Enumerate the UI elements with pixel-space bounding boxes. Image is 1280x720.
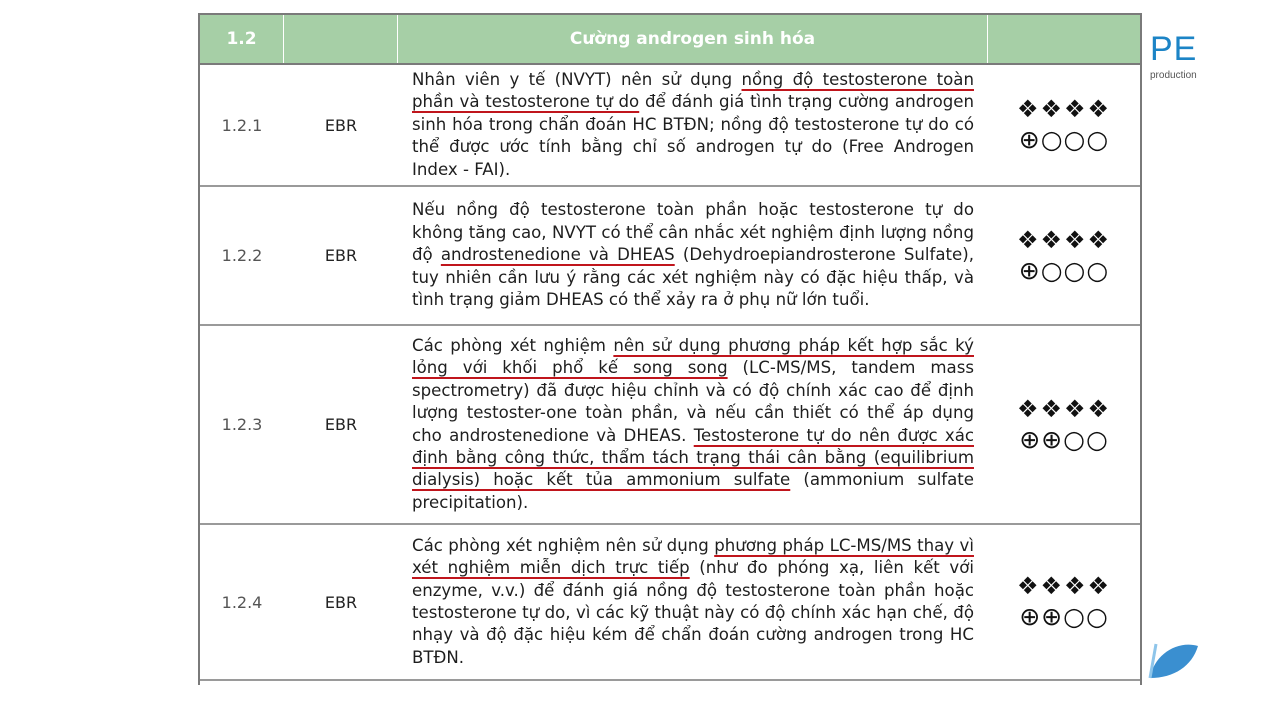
text-segment: Nhân viên y tế (NVYT) nên sử dụng xyxy=(412,69,742,89)
underlined-text-segment: androstenedione và DHEAS xyxy=(440,245,675,265)
certainty-circle-icons: ⊕○○○ xyxy=(1018,125,1110,154)
recommendation-text-cell xyxy=(398,187,988,324)
evidence-rating xyxy=(988,187,1140,324)
guideline-table xyxy=(198,13,1142,685)
table-row xyxy=(200,326,1140,525)
certainty-circle-icons: ⊕⊕○○ xyxy=(1019,424,1109,454)
evidence-rating xyxy=(988,65,1140,185)
text-segment: (như đo phóng xạ, liên kết với enzyme, v.v.) để đánh giá nồng độ testosterone toàn phần hoặc testosterone tự do, vì các kỹ thuật này có độ chính xác hạn chế, độ nhạy và độ đặc hiệu kém để chẩn đoán cường androgen trong HC BTĐN. xyxy=(412,558,974,667)
header-section-title: Cường androgen sinh hóa xyxy=(398,15,988,63)
header-section-number: 1.2 xyxy=(200,15,284,63)
row-type: EBR xyxy=(324,592,358,612)
header-type-cell xyxy=(284,15,398,63)
brand-logo-subtitle: production xyxy=(1150,70,1197,81)
underlined-text-segment: nên sử dụng phương pháp kết hợp sắc ký lỏng với khối phổ kế song song xyxy=(412,335,974,378)
strength-diamond-icons: ❖❖❖❖ xyxy=(1016,572,1112,600)
recommendation-text xyxy=(412,69,974,181)
recommendation-text xyxy=(412,199,974,311)
recommendation-text-cell xyxy=(398,525,988,679)
recommendation-text xyxy=(412,535,974,669)
leaf-logo-icon xyxy=(1148,640,1200,680)
row-id: 1.2.1 xyxy=(221,115,263,135)
row-type: EBR xyxy=(324,415,358,434)
text-segment: (Dehydroepiandrosterone Sulfate), tuy nhiên cần lưu ý rằng các xét nghiệm này có đặc hiệu thấp, và tình trạng giảm DHEAS có thể xảy ra ở phụ nữ lớn tuổi. xyxy=(412,245,974,310)
text-segment: Các phòng xét nghiệm xyxy=(412,335,614,355)
row-type: EBR xyxy=(324,115,358,135)
text-segment: (LC-MS/MS, tandem mass spectrometry) đã được hiệu chỉnh và có độ chính xác cao để định lượng testoster-one toàn phần, và nếu cần thiết có thể áp dụng cho androstenedione và DHEAS. xyxy=(412,358,974,445)
underlined-text-segment: phương pháp LC-MS/MS thay vì xét nghiệm miễn dịch trực tiếp xyxy=(412,535,974,578)
strength-diamond-icons: ❖❖❖❖ xyxy=(1016,225,1112,254)
row-type: EBR xyxy=(324,246,358,265)
underlined-text-segment: nồng độ testosterone toàn phần và testosterone tự do xyxy=(412,69,974,112)
text-segment: Nếu nồng độ testosterone toàn phần hoặc testosterone tự do không tăng cao, NVYT có thể cân nhắc xét nghiệm định lượng nồng độ xyxy=(412,200,974,265)
header-rating-cell xyxy=(988,15,1140,63)
recommendation-text-cell xyxy=(398,326,988,523)
certainty-circle-icons: ⊕⊕○○ xyxy=(1019,602,1109,631)
brand-logo: PE xyxy=(1150,30,1198,68)
table-row xyxy=(200,187,1140,326)
underlined-text-segment: Testosterone tự do nên được xác định bằng công thức, thẩm tách trạng thái cân bằng (equilibrium dialysis) hoặc kết tủa ammonium sulfate xyxy=(412,425,974,490)
strength-diamond-icons: ❖❖❖❖ xyxy=(1016,95,1112,123)
row-id: 1.2.3 xyxy=(221,415,263,434)
strength-diamond-icons: ❖❖❖❖ xyxy=(1016,394,1112,423)
certainty-circle-icons: ⊕○○○ xyxy=(1018,255,1110,285)
recommendation-text-cell xyxy=(398,65,988,185)
recommendation-text xyxy=(412,335,974,514)
text-segment: để đánh giá tình trạng cường androgen sinh hóa trong chẩn đoán HC BTĐN; nồng độ testosterone tự do có thể được ước tính bằng chỉ số androgen tự do (Free Androgen Index - FAI). xyxy=(412,92,974,179)
table-header xyxy=(200,13,1140,65)
evidence-rating xyxy=(988,525,1140,679)
table-row xyxy=(200,525,1140,681)
text-segment: Các phòng xét nghiệm nên sử dụng xyxy=(412,535,715,555)
row-id: 1.2.2 xyxy=(221,246,263,265)
evidence-rating xyxy=(988,326,1140,523)
row-id: 1.2.4 xyxy=(221,592,263,612)
text-segment: (ammonium sulfate precipitation). xyxy=(412,470,974,512)
table-row xyxy=(200,65,1140,187)
